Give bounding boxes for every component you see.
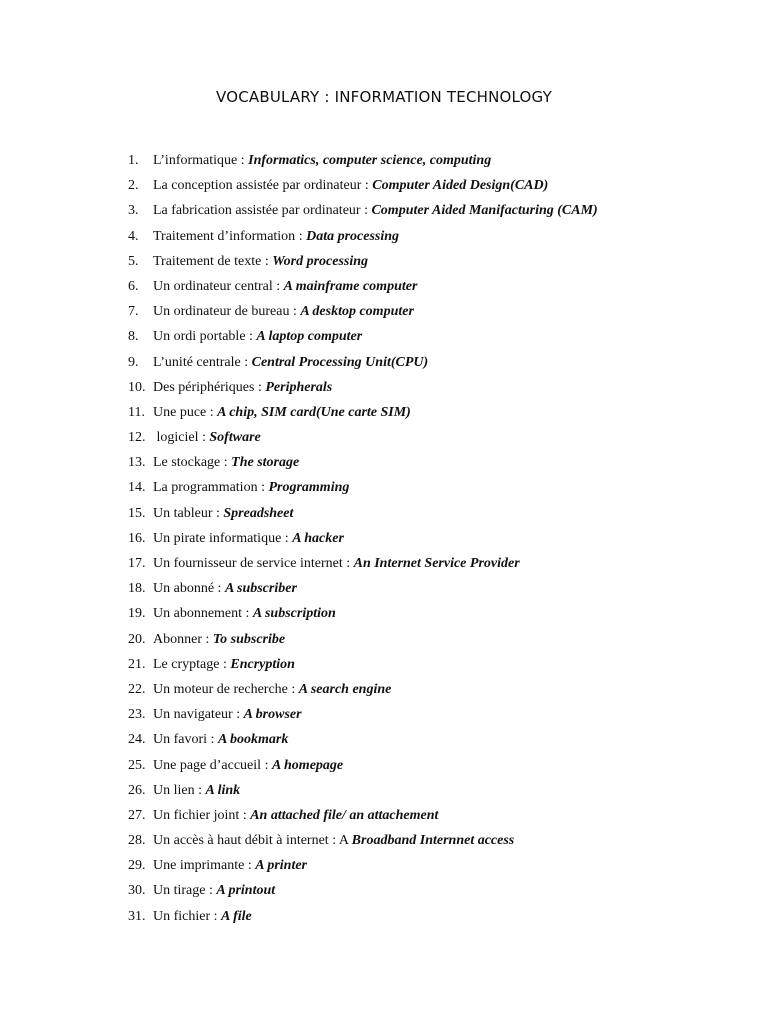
item-number: 15.	[128, 505, 146, 521]
english-translation: Word processing	[272, 253, 369, 269]
french-term: Traitement de texte	[153, 253, 262, 269]
term-separator: :	[202, 631, 213, 647]
list-item	[128, 629, 748, 654]
french-term: Un pirate informatique	[153, 530, 282, 546]
term-separator: :	[239, 807, 251, 823]
french-term: Un fournisseur de service internet	[153, 556, 343, 571]
list-item	[128, 805, 748, 830]
term-separator: :	[205, 883, 217, 899]
item-number: 31.	[128, 908, 146, 924]
list-item	[128, 578, 748, 603]
term-separator: :	[194, 782, 206, 798]
french-term: Un moteur de recherche	[153, 681, 288, 697]
french-term: Une imprimante	[153, 858, 245, 874]
list-item	[128, 402, 748, 427]
english-translation: A browser	[243, 707, 302, 723]
french-term: L’unité centrale	[153, 354, 241, 370]
item-number: 6.	[128, 278, 139, 294]
item-number: 25.	[128, 757, 146, 773]
english-translation: A homepage	[271, 757, 344, 773]
french-term: Un fichier	[153, 908, 211, 924]
term-separator: :	[342, 556, 354, 571]
term-separator: :	[244, 858, 256, 874]
list-item	[128, 830, 748, 855]
item-number: 14.	[128, 480, 146, 496]
english-translation: A bookmark	[217, 732, 289, 748]
term-separator: :	[210, 908, 222, 924]
french-term: Un ordinateur central	[153, 278, 273, 294]
term-separator: :	[360, 203, 372, 219]
item-number: 11.	[128, 404, 145, 420]
item-number: 19.	[128, 606, 146, 622]
item-number: 22.	[128, 681, 146, 697]
english-translation: An Internet Service Provider	[353, 556, 520, 571]
french-term: La fabrication assistée par ordinateur	[153, 203, 361, 219]
english-translation: Data processing	[306, 228, 400, 244]
english-translation: Encryption	[230, 656, 295, 672]
term-separator: :	[361, 178, 373, 194]
item-number: 21.	[128, 656, 146, 672]
english-translation: A printout	[216, 883, 276, 899]
term-separator: : A	[328, 833, 352, 849]
list-item	[128, 729, 748, 754]
french-term: Le cryptage	[153, 656, 220, 672]
item-number: 9.	[128, 354, 139, 370]
list-item	[128, 755, 748, 780]
french-term: Un favori	[153, 732, 208, 748]
french-term: Un abonné	[153, 581, 215, 597]
english-translation: An attached file/ an attachement	[250, 807, 439, 823]
english-translation: Programming	[268, 480, 350, 496]
term-separator: :	[198, 430, 210, 446]
item-number: 13.	[128, 455, 146, 471]
item-number: 5.	[128, 253, 139, 269]
term-separator: :	[272, 278, 284, 294]
term-separator: :	[206, 404, 218, 420]
french-term: Une puce	[153, 404, 207, 420]
item-number: 23.	[128, 707, 146, 723]
list-item	[128, 251, 748, 276]
term-separator: :	[281, 530, 293, 546]
list-item	[128, 452, 748, 477]
item-number: 20.	[128, 631, 146, 647]
list-item	[128, 301, 748, 326]
list-item	[128, 477, 748, 502]
term-separator: :	[245, 329, 257, 345]
french-term: logiciel	[153, 430, 199, 446]
french-term: Un navigateur	[153, 707, 233, 723]
english-translation: Computer Aided Manifacturing (CAM)	[371, 203, 598, 219]
french-term: Un ordinateur de bureau	[153, 304, 290, 320]
english-translation: A desktop computer	[300, 304, 414, 320]
item-number: 30.	[128, 883, 146, 899]
list-item	[128, 654, 748, 679]
french-term: Un fichier joint	[153, 807, 240, 823]
english-translation: Software	[209, 430, 261, 446]
list-item	[128, 226, 748, 251]
english-translation: Spreadsheet	[223, 505, 294, 521]
french-term: Abonner	[153, 631, 202, 647]
english-translation: To subscribe	[212, 631, 286, 647]
list-item	[128, 704, 748, 729]
english-translation: Computer Aided Design(CAD)	[372, 178, 549, 194]
french-term: La programmation	[153, 480, 258, 496]
item-number: 7.	[128, 304, 139, 320]
english-translation: A subscriber	[224, 581, 297, 597]
item-number: 16.	[128, 530, 146, 546]
english-translation: A subscription	[252, 606, 336, 622]
term-separator: :	[220, 455, 232, 471]
english-translation: A hacker	[292, 530, 344, 546]
list-item	[128, 603, 748, 628]
list-item	[128, 855, 748, 880]
english-translation: The storage	[231, 455, 300, 471]
english-translation: Broadband Internnet access	[351, 833, 515, 849]
vocabulary-list	[128, 150, 748, 931]
term-separator: :	[207, 732, 218, 748]
french-term: Un lien	[153, 782, 195, 798]
list-item	[128, 352, 748, 377]
term-separator: :	[232, 707, 244, 723]
item-number: 3.	[128, 203, 139, 219]
french-term: Des périphériques	[153, 379, 255, 395]
list-item	[128, 276, 748, 301]
list-item	[128, 553, 748, 578]
term-separator: :	[219, 656, 231, 672]
list-item	[128, 427, 748, 452]
term-separator: :	[240, 354, 252, 370]
french-term: La conception assistée par ordinateur	[153, 178, 362, 194]
english-translation: A search engine	[298, 681, 392, 697]
item-number: 18.	[128, 581, 146, 597]
french-term: Un accès à haut débit à internet	[153, 833, 329, 849]
list-item	[128, 780, 748, 805]
term-separator: :	[261, 253, 273, 269]
term-separator: :	[289, 304, 301, 320]
english-translation: A mainframe computer	[283, 278, 418, 294]
item-number: 2.	[128, 178, 139, 194]
list-item	[128, 528, 748, 553]
term-separator: :	[212, 505, 224, 521]
list-item	[128, 377, 748, 402]
item-number: 8.	[128, 329, 139, 345]
english-translation: Peripherals	[265, 379, 333, 395]
english-translation: A laptop computer	[256, 329, 363, 345]
item-number: 4.	[128, 228, 139, 244]
item-number: 29.	[128, 858, 146, 874]
list-item	[128, 503, 748, 528]
list-item	[128, 150, 748, 175]
french-term: L’informatique	[153, 153, 238, 168]
term-separator: :	[295, 228, 307, 244]
item-number: 17.	[128, 556, 146, 571]
list-item	[128, 200, 748, 225]
list-item	[128, 679, 748, 704]
english-translation: A printer	[255, 858, 308, 874]
english-translation: A file	[221, 908, 252, 924]
french-term: Une page d’accueil	[153, 757, 262, 773]
term-separator: :	[257, 480, 269, 496]
term-separator: :	[237, 153, 249, 168]
term-separator: :	[287, 681, 299, 697]
list-item	[128, 880, 748, 905]
list-item	[128, 175, 748, 200]
french-term: Traitement d’information	[153, 228, 296, 244]
item-number: 24.	[128, 732, 146, 748]
list-item	[128, 906, 748, 931]
french-term: Un ordi portable	[153, 329, 246, 345]
french-term: Un tirage	[153, 883, 206, 899]
term-separator: :	[261, 757, 272, 773]
item-number: 12.	[128, 430, 146, 446]
document-title: VOCABULARY : INFORMATION TECHNOLOGY	[216, 88, 552, 106]
french-term: Un abonnement	[153, 606, 243, 622]
item-number: 10.	[128, 379, 146, 395]
list-item	[128, 326, 748, 351]
french-term: Un tableur	[153, 505, 213, 521]
english-translation: A link	[205, 782, 241, 798]
english-translation: Central Processing Unit(CPU)	[251, 354, 429, 370]
item-number: 26.	[128, 782, 146, 798]
item-number: 27.	[128, 807, 146, 823]
term-separator: :	[242, 606, 253, 622]
french-term: Le stockage	[153, 455, 221, 471]
term-separator: :	[214, 581, 225, 597]
term-separator: :	[254, 379, 266, 395]
item-number: 1.	[128, 153, 139, 168]
english-translation: Informatics, computer science, computing	[248, 153, 492, 168]
english-translation: A chip, SIM card(Une carte SIM)	[217, 404, 411, 420]
item-number: 28.	[128, 833, 146, 849]
